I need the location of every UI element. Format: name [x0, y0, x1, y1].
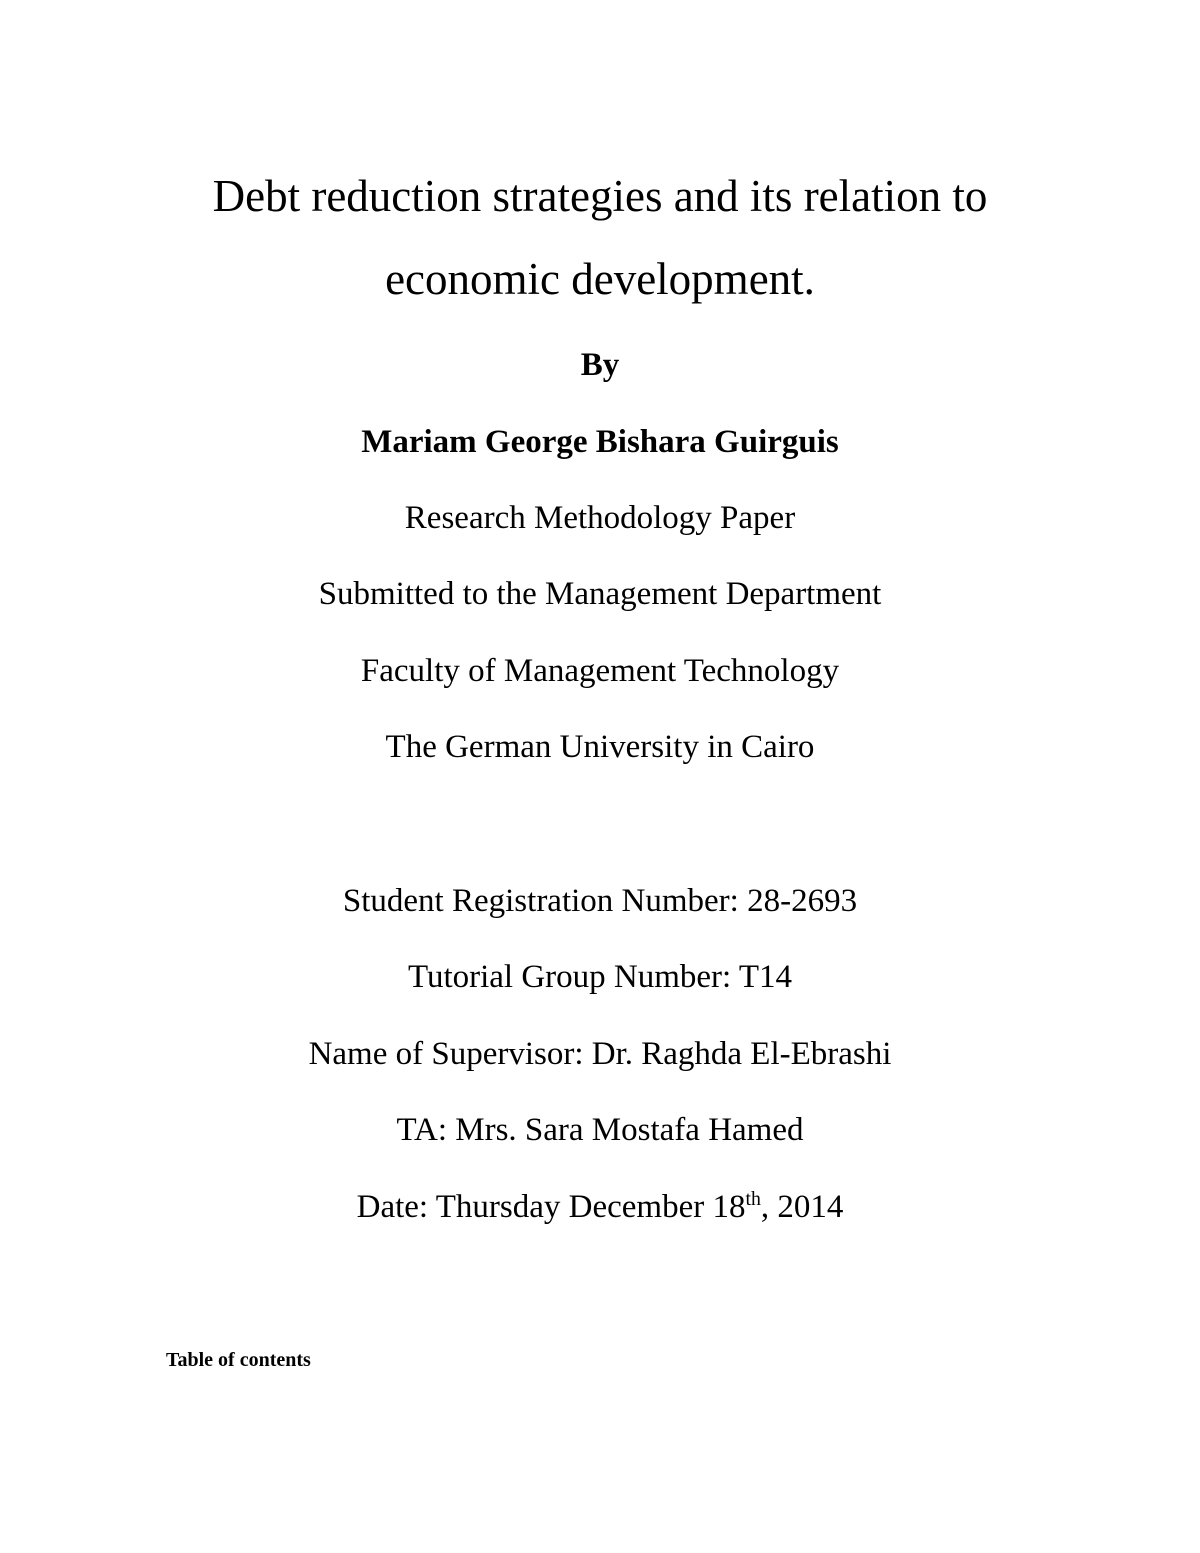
- submitted-to: Submitted to the Management Department: [318, 576, 882, 612]
- title-line-1: Debt reduction strategies and its relation to: [212, 171, 988, 221]
- title-line-2: economic development.: [385, 254, 815, 304]
- paper-type: Research Methodology Paper: [404, 500, 796, 536]
- author-name: Mariam George Bishara Guirguis: [361, 424, 839, 460]
- university: The German University in Cairo: [385, 729, 815, 765]
- date-suffix: , 2014: [760, 1189, 844, 1225]
- teaching-assistant: TA: Mrs. Sara Mostafa Hamed: [396, 1112, 804, 1148]
- tutorial-group: Tutorial Group Number: T14: [407, 959, 793, 995]
- by-label: By: [580, 347, 620, 383]
- toc-heading: Table of contents: [166, 1349, 311, 1371]
- student-registration: Student Registration Number: 28-2693: [342, 883, 858, 919]
- supervisor: Name of Supervisor: Dr. Raghda El-Ebrashi: [308, 1036, 892, 1072]
- date-superscript: th: [745, 1188, 761, 1210]
- faculty: Faculty of Management Technology: [360, 653, 840, 689]
- submission-date: [0, 1188, 1200, 1225]
- date-prefix: Date: Thursday December 18: [356, 1189, 746, 1225]
